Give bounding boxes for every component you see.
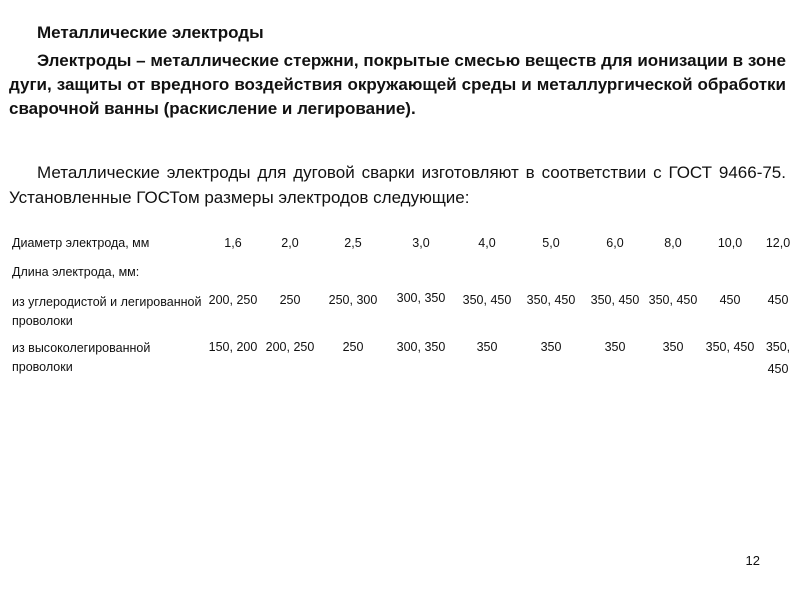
diameter-cell: 2,5	[344, 236, 362, 250]
length-cell: 350, 450	[705, 340, 755, 354]
length-cell: 200, 250	[208, 293, 258, 307]
carbon-wire-label: из углеродистой и легированной проволоки	[12, 295, 202, 328]
length-cell: 150, 200	[208, 340, 258, 354]
diameter-cell: 6,0	[606, 236, 624, 250]
diameter-cell: 3,0	[412, 236, 430, 250]
page-number: 12	[745, 553, 760, 568]
diameter-cell: 2,0	[281, 236, 299, 250]
length-cell: 350, 450	[526, 293, 576, 307]
length-cell: 350	[476, 340, 498, 354]
length-cell: 250	[279, 293, 301, 307]
length-cell: 250	[342, 340, 364, 354]
length-cell: 450	[719, 293, 741, 307]
length-cell: 350, 450	[765, 340, 791, 376]
diameter-cell: 8,0	[664, 236, 682, 250]
diameter-cell: 5,0	[542, 236, 560, 250]
length-cell: 350, 450	[462, 293, 512, 307]
length-cell: 200, 250	[265, 340, 315, 354]
length-cell: 300, 350	[396, 291, 446, 305]
length-cell: 350	[540, 340, 562, 354]
length-label: Длина электрода, мм:	[12, 265, 140, 279]
diameter-cell: 12,0	[765, 236, 791, 250]
high-alloy-wire-label: из высоколегированной проволоки	[12, 341, 151, 374]
diameter-cell: 1,6	[224, 236, 242, 250]
diameter-label: Диаметр электрода, мм	[12, 236, 150, 250]
length-cell: 350	[662, 340, 684, 354]
length-cell: 300, 350	[396, 340, 446, 354]
standard-paragraph: Металлические электроды для дуговой сварки изготовляют в соответствии с ГОСТ 9466-75. Установленные ГОСТом размеры электродов следующие:	[9, 163, 786, 207]
length-cell: 350	[604, 340, 626, 354]
diameter-cell: 10,0	[717, 236, 743, 250]
length-cell: 250, 300	[328, 293, 378, 307]
length-cell: 450	[767, 293, 789, 307]
slide-title: Металлические электроды	[37, 23, 264, 42]
length-cell: 350, 450	[590, 293, 640, 307]
diameter-cell: 4,0	[478, 236, 496, 250]
definition-paragraph: Электроды – металлические стержни, покрытые смесью веществ для ионизации в зоне дуги, защиты от вредного воздействия окружающей среды и металлургической обработки сварочной ванны (раскисление и легирование).	[9, 51, 786, 118]
length-cell: 350, 450	[648, 293, 698, 307]
